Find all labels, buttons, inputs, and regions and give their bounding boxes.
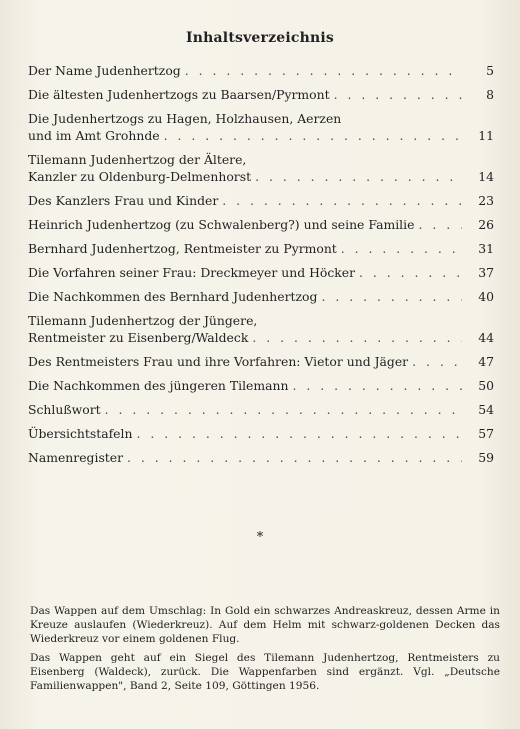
toc-entry	[28, 449, 494, 466]
page-title: Inhaltsverzeichnis	[186, 30, 334, 46]
toc-entry	[28, 216, 494, 233]
note-paragraph: Das Wappen geht auf ein Siegel des Tilemann Judenhertzog, Rentmeisters zu Eisenberg (Waldeck), zurück. Die Wappenfarben sind ergänzt. Vgl. „Deutsche Familienwappen", Band 2, Seite 109, Göttingen 1956.	[30, 652, 500, 692]
coat-of-arms-note	[30, 604, 500, 698]
toc-page-number: 50	[478, 378, 494, 393]
toc-entry-title-line: Tilemann Judenhertzog der Jüngere,	[28, 313, 258, 328]
toc-page-number: 5	[486, 63, 494, 78]
toc-page-number: 54	[478, 402, 494, 417]
dot-leader	[359, 264, 462, 281]
toc-entry	[28, 62, 494, 79]
ornament-asterisk: *	[256, 530, 264, 545]
toc-entry-title: und im Amt Grohnde	[28, 128, 160, 143]
toc-entry-title-line: Die Judenhertzogs zu Hagen, Holzhausen, Aerzen	[28, 111, 342, 126]
dot-leader	[255, 168, 462, 185]
table-of-contents	[28, 62, 494, 473]
toc-page-number: 44	[478, 330, 494, 345]
toc-entry-title: Heinrich Judenhertzog (zu Schwalenberg?) und seine Familie	[28, 217, 415, 232]
toc-entry-title: Des Kanzlers Frau und Kinder	[28, 193, 219, 208]
toc-page-number: 40	[478, 289, 494, 304]
dot-leader	[341, 240, 462, 257]
note-paragraph: Das Wappen auf dem Umschlag: In Gold ein schwarzes Andreaskreuz, dessen Arme in Kreuze auslaufen (Wiederkreuz). Auf dem Helm mit schwarz-goldenen Decken das Wiederkreuz vor einem goldenen Flug.	[30, 605, 500, 645]
toc-page-number: 31	[478, 241, 494, 256]
toc-page-number: 47	[478, 354, 494, 369]
toc-entry	[28, 151, 494, 185]
toc-entry-title: Des Rentmeisters Frau und ihre Vorfahren: Vietor und Jäger	[28, 354, 409, 369]
toc-entry	[28, 264, 494, 281]
toc-entry	[28, 377, 494, 394]
dot-leader	[412, 353, 462, 370]
dot-leader	[164, 127, 462, 144]
dot-leader	[136, 425, 462, 442]
toc-page-number: 37	[478, 265, 494, 280]
toc-page-number: 59	[478, 450, 494, 465]
toc-entry-title: Schlußwort	[28, 402, 101, 417]
toc-entry	[28, 240, 494, 257]
toc-entry	[28, 288, 494, 305]
toc-entry-title: Die Nachkommen des jüngeren Tilemann	[28, 378, 289, 393]
toc-entry-title: Die Vorfahren seiner Frau: Dreckmeyer und Höcker	[28, 265, 356, 280]
toc-entry	[28, 425, 494, 442]
dot-leader	[292, 377, 462, 394]
toc-page-number: 11	[478, 128, 494, 143]
toc-entry-title: Namenregister	[28, 450, 124, 465]
toc-page-number: 26	[478, 217, 494, 232]
toc-page-number: 14	[478, 169, 494, 184]
toc-entry	[28, 86, 494, 103]
toc-entry-title: Übersichtstafeln	[28, 426, 133, 441]
toc-entry-title: Rentmeister zu Eisenberg/Waldeck	[28, 330, 249, 345]
toc-entry-title-line: Tilemann Judenhertzog der Ältere,	[28, 152, 247, 167]
toc-entry	[28, 312, 494, 346]
toc-entry-title: Die ältesten Judenhertzogs zu Baarsen/Pyrmont	[28, 87, 330, 102]
dot-leader	[222, 192, 462, 209]
toc-page-number: 23	[478, 193, 494, 208]
toc-entry	[28, 401, 494, 418]
dot-leader	[418, 216, 462, 233]
dot-leader	[334, 86, 462, 103]
dot-leader	[185, 62, 462, 79]
dot-leader	[321, 288, 462, 305]
toc-page-number: 8	[486, 87, 494, 102]
toc-entry	[28, 353, 494, 370]
toc-page-number: 57	[478, 426, 494, 441]
dot-leader	[105, 401, 462, 418]
toc-entry-title: Bernhard Judenhertzog, Rentmeister zu Pyrmont	[28, 241, 337, 256]
toc-entry	[28, 192, 494, 209]
toc-entry-title: Die Nachkommen des Bernhard Judenhertzog	[28, 289, 318, 304]
dot-leader	[127, 449, 462, 466]
dot-leader	[252, 329, 462, 346]
toc-entry	[28, 110, 494, 144]
toc-entry-title: Der Name Judenhertzog	[28, 63, 181, 78]
toc-entry-title: Kanzler zu Oldenburg-Delmenhorst	[28, 169, 252, 184]
